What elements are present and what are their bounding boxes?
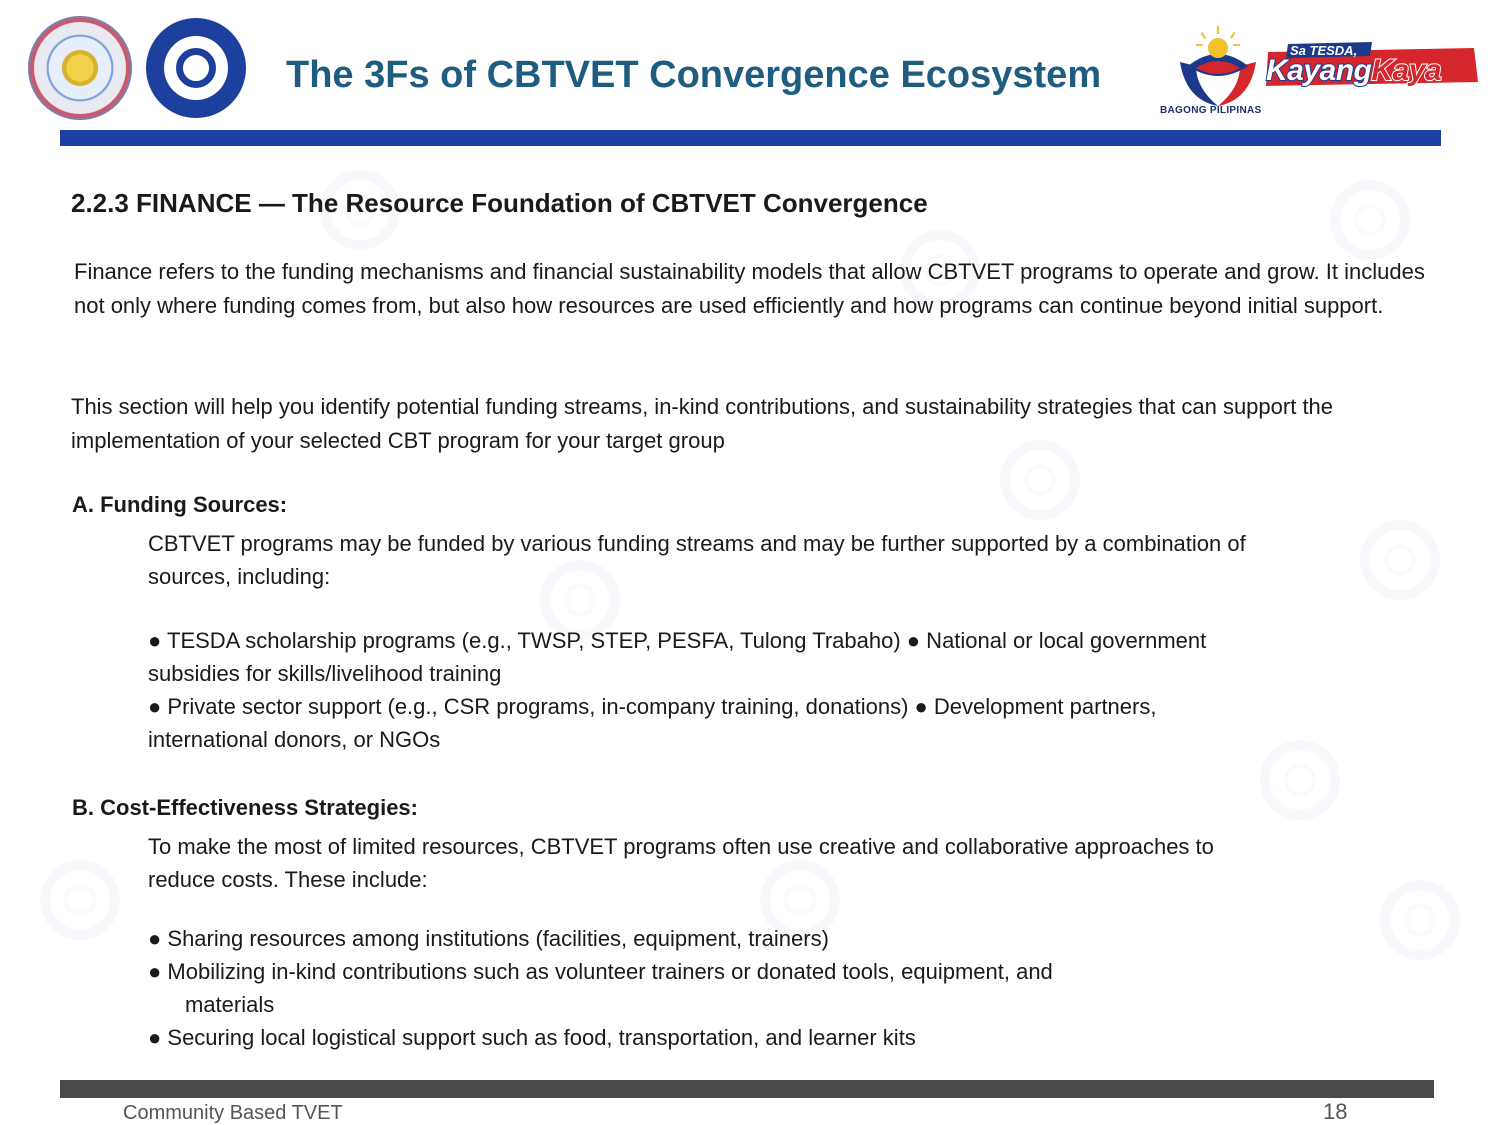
watermark-seal xyxy=(1330,180,1410,260)
footer-label: Community Based TVET xyxy=(123,1102,343,1124)
kayang-kaya-wordmark: KayangKaya xyxy=(1266,54,1442,87)
kayang-kaya-tagline: Sa TESDA, xyxy=(1290,43,1358,58)
list-item: ● TESDA scholarship programs (e.g., TWSP, STEP, PESFA, Tulong Trabaho) ● National or local government subsidies for skills/livelihood training xyxy=(148,628,1207,686)
list-item: ● Mobilizing in-kind contributions such as volunteer trainers or donated tools, equipment, and xyxy=(148,959,1053,984)
cost-strategies-heading: B. Cost-Effectiveness Strategies: xyxy=(72,795,418,820)
cost-strategies-intro: To make the most of limited resources, CBTVET programs often use creative and collaborative approaches to reduce costs. These include: xyxy=(148,834,1214,892)
list-item-continuation: materials xyxy=(185,992,275,1017)
page-number: 18 xyxy=(1323,1099,1348,1124)
purpose-paragraph: This section will help you identify potential funding streams, in-kind contributions, and sustainability strategies that can support the implementation of your selected CBT program for your target group xyxy=(71,394,1334,453)
watermark-seal xyxy=(40,860,120,940)
funding-sources-heading: A. Funding Sources: xyxy=(72,492,288,517)
watermark-seal xyxy=(1360,520,1440,600)
list-item: ● Securing local logistical support such as food, transportation, and learner kits xyxy=(148,1025,916,1050)
tesda-seal-logo xyxy=(146,18,246,118)
page-title: The 3Fs of CBTVET Convergence Ecosystem xyxy=(286,54,1102,96)
cost-strategies-list xyxy=(148,922,1258,1054)
funding-sources-intro: CBTVET programs may be funded by various funding streams and may be further supported by a combination of sources, including: xyxy=(148,531,1246,589)
list-item: ● Sharing resources among institutions (facilities, equipment, trainers) xyxy=(148,926,829,951)
list-item: ● Private sector support (e.g., CSR programs, in-company training, donations) ● Development partners, international donors, or NGOs xyxy=(148,694,1157,752)
footer-rule xyxy=(60,1080,1434,1098)
bagong-pilipinas-logo xyxy=(1166,22,1270,114)
section-heading: 2.2.3 FINANCE — The Resource Foundation of CBTVET Convergence xyxy=(71,188,928,218)
bagong-pilipinas-text: BAGONG PILIPINAS xyxy=(1160,105,1262,116)
program-seal-logo xyxy=(28,16,132,120)
watermark-seal xyxy=(1380,880,1460,960)
intro-paragraph: Finance refers to the funding mechanisms and financial sustainability models that allow CBTVET programs to operate and grow. It includes not only where funding comes from, but also how resources are used efficiently and how programs can continue beyond initial support. xyxy=(74,259,1425,318)
watermark-seal xyxy=(1260,740,1340,820)
header-rule xyxy=(60,130,1441,146)
funding-sources-list xyxy=(148,624,1258,756)
